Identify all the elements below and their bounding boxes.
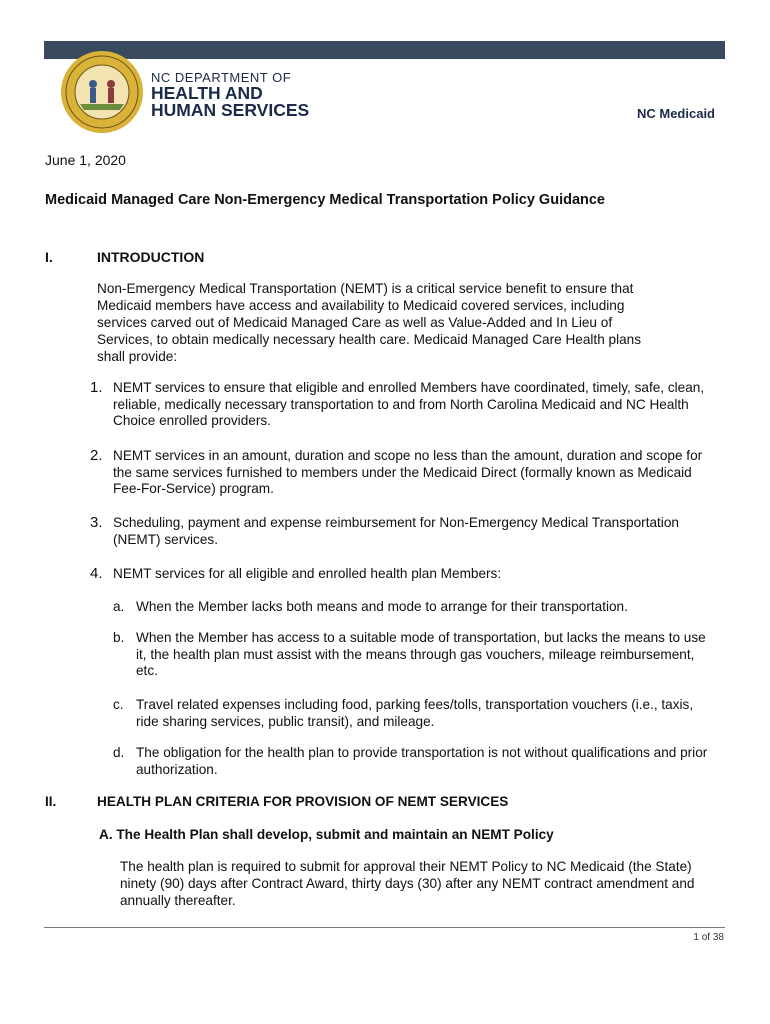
intro-line: services carved out of Medicaid Managed Care as well as Value-Added and In Lieu of [97, 315, 613, 330]
intro-line: shall provide: [97, 349, 178, 364]
document-date: June 1, 2020 [45, 152, 126, 168]
subitem-letter: b. [113, 630, 125, 645]
subitem-letter: a. [113, 599, 125, 614]
list-item-line: the same services furnished to members under the Medicaid Direct (formally known as Medicaid [113, 464, 692, 480]
sub-list-item-line: Travel related expenses including food, parking fees/tolls, transportation vouchers (i.e., taxis, [136, 697, 694, 712]
sub-list-item-line: authorization. [136, 761, 218, 777]
unit-name: NC Medicaid [636, 106, 715, 121]
section-2-paragraph [120, 858, 694, 909]
subitem-letter: d. [113, 745, 125, 760]
intro-line: Medicaid members have access and availability to Medicaid covered services, including [97, 298, 625, 313]
list-item-line: Fee-For-Service) program. [113, 481, 274, 497]
sub-list-item [136, 630, 706, 680]
list-item-line: (NEMT) services. [113, 531, 218, 547]
list-item-line: NEMT services in an amount, duration and scope no less than the amount, duration and scope for [113, 448, 703, 463]
list-item [113, 380, 704, 430]
paragraph-line: The health plan is required to submit for approval their NEMT Policy to NC Medicaid (the State) [120, 859, 692, 874]
subitem-letter: c. [113, 697, 124, 712]
list-item-line: NEMT services to ensure that eligible and enrolled Members have coordinated, timely, safe, clean, [113, 380, 705, 395]
intro-line: Non-Emergency Medical Transportation (NEMT) is a critical service benefit to ensure that [97, 281, 634, 296]
footer-divider [44, 927, 725, 928]
section-2-subheading: A. The Health Plan shall develop, submit and maintain an NEMT Policy [99, 827, 554, 842]
list-item [113, 448, 702, 498]
intro-line: Services, to obtain medically necessary health care. Medicaid Managed Care Health plans [97, 332, 642, 347]
list-item [113, 515, 679, 548]
list-item-line: Choice enrolled providers. [113, 413, 271, 429]
sub-list-item [136, 745, 707, 778]
item-number: 1. [90, 379, 103, 396]
dept-line-3: HUMAN SERVICES [151, 100, 310, 120]
sub-list-item-line: etc. [136, 663, 158, 679]
intro-paragraph [97, 280, 641, 365]
paragraph-line: annually thereafter. [120, 893, 236, 908]
header-bar [44, 41, 725, 59]
department-logo-text [151, 70, 309, 119]
section-1-numeral: I. [45, 249, 53, 265]
state-seal-icon [60, 50, 144, 134]
sub-list-item [136, 599, 628, 616]
item-number: 4. [90, 565, 103, 582]
list-item-line: Scheduling, payment and expense reimbursement for Non-Emergency Medical Transportation [113, 515, 679, 530]
dept-line-2: HEALTH AND [151, 83, 263, 103]
sub-list-item-line: When the Member lacks both means and mode to arrange for their transportation. [136, 599, 628, 614]
list-item-line: NEMT services for all eligible and enrolled health plan Members: [113, 566, 502, 581]
sub-list-item [136, 697, 693, 730]
sub-list-item-line: When the Member has access to a suitable mode of transportation, but lacks the means to use [136, 630, 706, 645]
sub-list-item-line: The obligation for the health plan to provide transportation is not without qualifications and prior [136, 745, 708, 760]
page-number: 1 of 38 [693, 932, 724, 943]
dept-line-1: NC DEPARTMENT OF [151, 70, 292, 85]
list-item [113, 566, 501, 583]
item-number: 2. [90, 447, 103, 464]
section-2-heading: HEALTH PLAN CRITERIA FOR PROVISION OF NEMT SERVICES [97, 794, 509, 809]
paragraph-line: ninety (90) days after Contract Award, thirty days (30) after any NEMT contract amendment and [120, 876, 695, 891]
document-title: Medicaid Managed Care Non-Emergency Medical Transportation Policy Guidance [45, 192, 605, 208]
item-number: 3. [90, 514, 103, 531]
sub-list-item-line: ride sharing services, public transit), and mileage. [136, 713, 435, 729]
list-item-line: reliable, medically necessary transportation to and from North Carolina Medicaid and NC Health [113, 396, 689, 412]
sub-list-item-line: it, the health plan must assist with the means through gas vouchers, mileage reimbursement, [136, 646, 695, 662]
section-1-heading: INTRODUCTION [97, 249, 205, 265]
section-2-numeral: II. [45, 794, 57, 809]
